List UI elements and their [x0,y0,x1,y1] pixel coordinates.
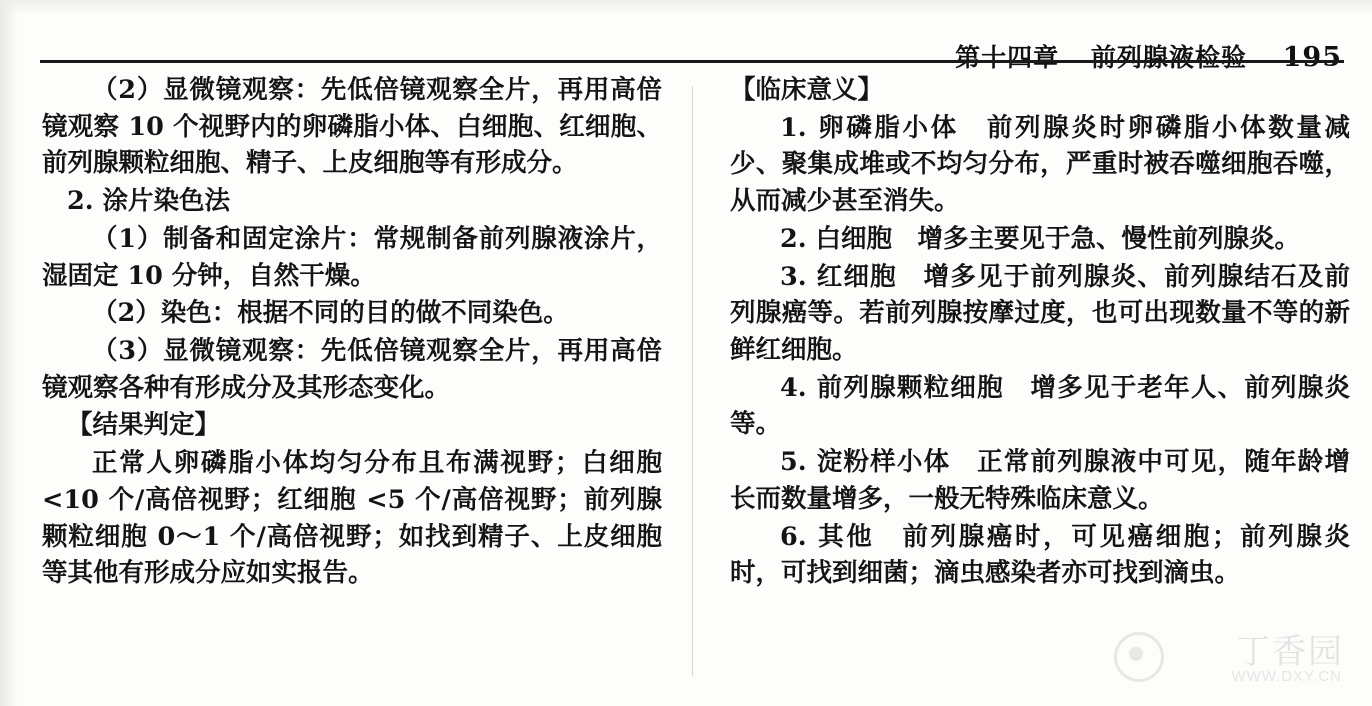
header-title [955,38,1342,74]
paragraph: （2）显微镜观察：先低倍镜观察全片，再用高倍镜观察 10 个视野内的卵磷脂小体、白细胞、红细胞、前列腺颗粒细胞、精子、上皮细胞等有形成分。 [42,75,662,179]
paragraph: （2）染色：根据不同的目的做不同染色。 [92,298,569,329]
list-item: 5. 淀粉样小体 正常前列腺液中可见，随年龄增长而数量增多，一般无特殊临床意义。 [730,447,1350,514]
list-item: 3. 红细胞 增多见于前列腺炎、前列腺结石及前列腺癌等。若前列腺按摩过度，也可出现数量不等的新鲜红细胞。 [730,261,1350,366]
page-number: 195 [1282,42,1342,73]
paragraph: 2. 涂片染色法 [67,186,230,217]
page-columns [0,72,1372,702]
list-item: 6. 其他 前列腺癌时，可见癌细胞；前列腺炎时，可找到细菌；滴虫感染者亦可找到滴虫。 [730,521,1350,589]
page-edge-shadow-top [0,0,1372,14]
paragraph: 正常人卵磷脂小体均匀分布且布满视野；白细胞 <10 个/高倍视野；红细胞 <5 个/高倍视野；前列腺颗粒细胞 0～1 个/高倍视野；如找到精子、上皮细胞等其他有形成分应如实报告。 [42,448,662,589]
list-item: 4. 前列腺颗粒细胞 增多见于老年人、前列腺炎等。 [730,372,1350,440]
watermark-url: WWW.DXY.CN [1231,668,1342,685]
page-header [0,22,1372,73]
paragraph: （3）显微镜观察：先低倍镜观察全片，再用高倍镜观察各种有形成分及其形态变化。 [42,336,662,403]
section-heading-clinical: 【临床意义】 [730,75,884,105]
header-chapter: 第十四章 [955,43,1060,72]
header-rule [40,60,1344,63]
list-item: 1. 卵磷脂小体 前列腺炎时卵磷脂小体数量减少、聚集成堆或不均匀分布，严重时被吞噬细胞吞噬，从而减少甚至消失。 [730,112,1350,217]
list-item: 2. 白细胞 增多主要见于急、慢性前列腺炎。 [780,223,1300,254]
header-section: 前列腺液检验 [1090,43,1247,72]
left-column [42,72,662,692]
watermark-text: 丁香园 [1236,632,1344,672]
section-heading-result: 【结果判定】 [67,410,221,441]
right-column [730,72,1350,692]
paragraph: （1）制备和固定涂片：常规制备前列腺液涂片，湿固定 10 分钟，自然干燥。 [42,223,662,291]
column-divider [692,86,693,676]
